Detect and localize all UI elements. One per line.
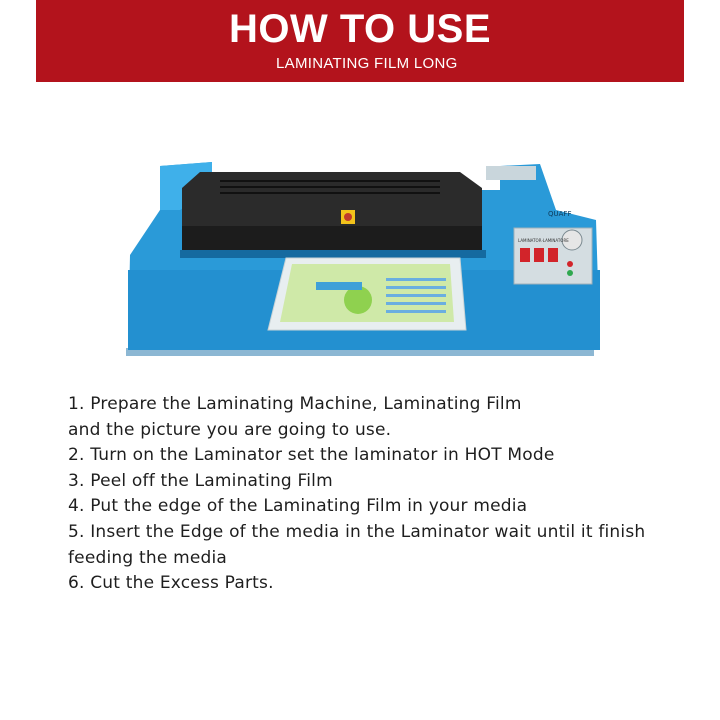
feed-slot	[180, 250, 486, 258]
header-banner	[36, 0, 684, 82]
panel-title: LAMINATOR·LAMINATORE	[518, 238, 569, 243]
instruction-line: and the picture you are going to use.	[68, 419, 392, 440]
panel-button	[534, 248, 544, 262]
machine-brand: QUAFF	[548, 210, 572, 218]
panel-window	[486, 166, 536, 180]
instruction-list	[68, 392, 688, 597]
instruction-line: 1. Prepare the Laminating Machine, Laminating Film	[68, 394, 522, 414]
page-subtitle: LAMINATING FILM LONG	[276, 55, 458, 72]
panel-button	[520, 248, 530, 262]
instruction-line: feeding the media	[68, 547, 228, 568]
power-indicator	[567, 261, 573, 267]
ready-indicator	[567, 270, 573, 276]
sheet-graphic-label	[316, 282, 362, 290]
instruction-line: 6. Cut the Excess Parts.	[68, 573, 274, 594]
sheet-graphic-circle	[344, 286, 372, 314]
instruction-line: 5. Insert the Edge of the media in the Laminator wait until it finish	[68, 521, 646, 542]
instruction-line: 2. Turn on the Laminator set the laminator in HOT Mode	[68, 445, 555, 466]
top-cover-front	[182, 226, 482, 250]
laminator-machine-image	[120, 150, 600, 365]
instruction-line: 3. Peel off the Laminating Film	[68, 470, 333, 491]
page-title: HOW TO USE	[228, 7, 492, 51]
panel-button	[548, 248, 558, 262]
warning-logo-mark	[344, 213, 352, 221]
instruction-line: 4. Put the edge of the Laminating Film in your media	[68, 496, 528, 517]
